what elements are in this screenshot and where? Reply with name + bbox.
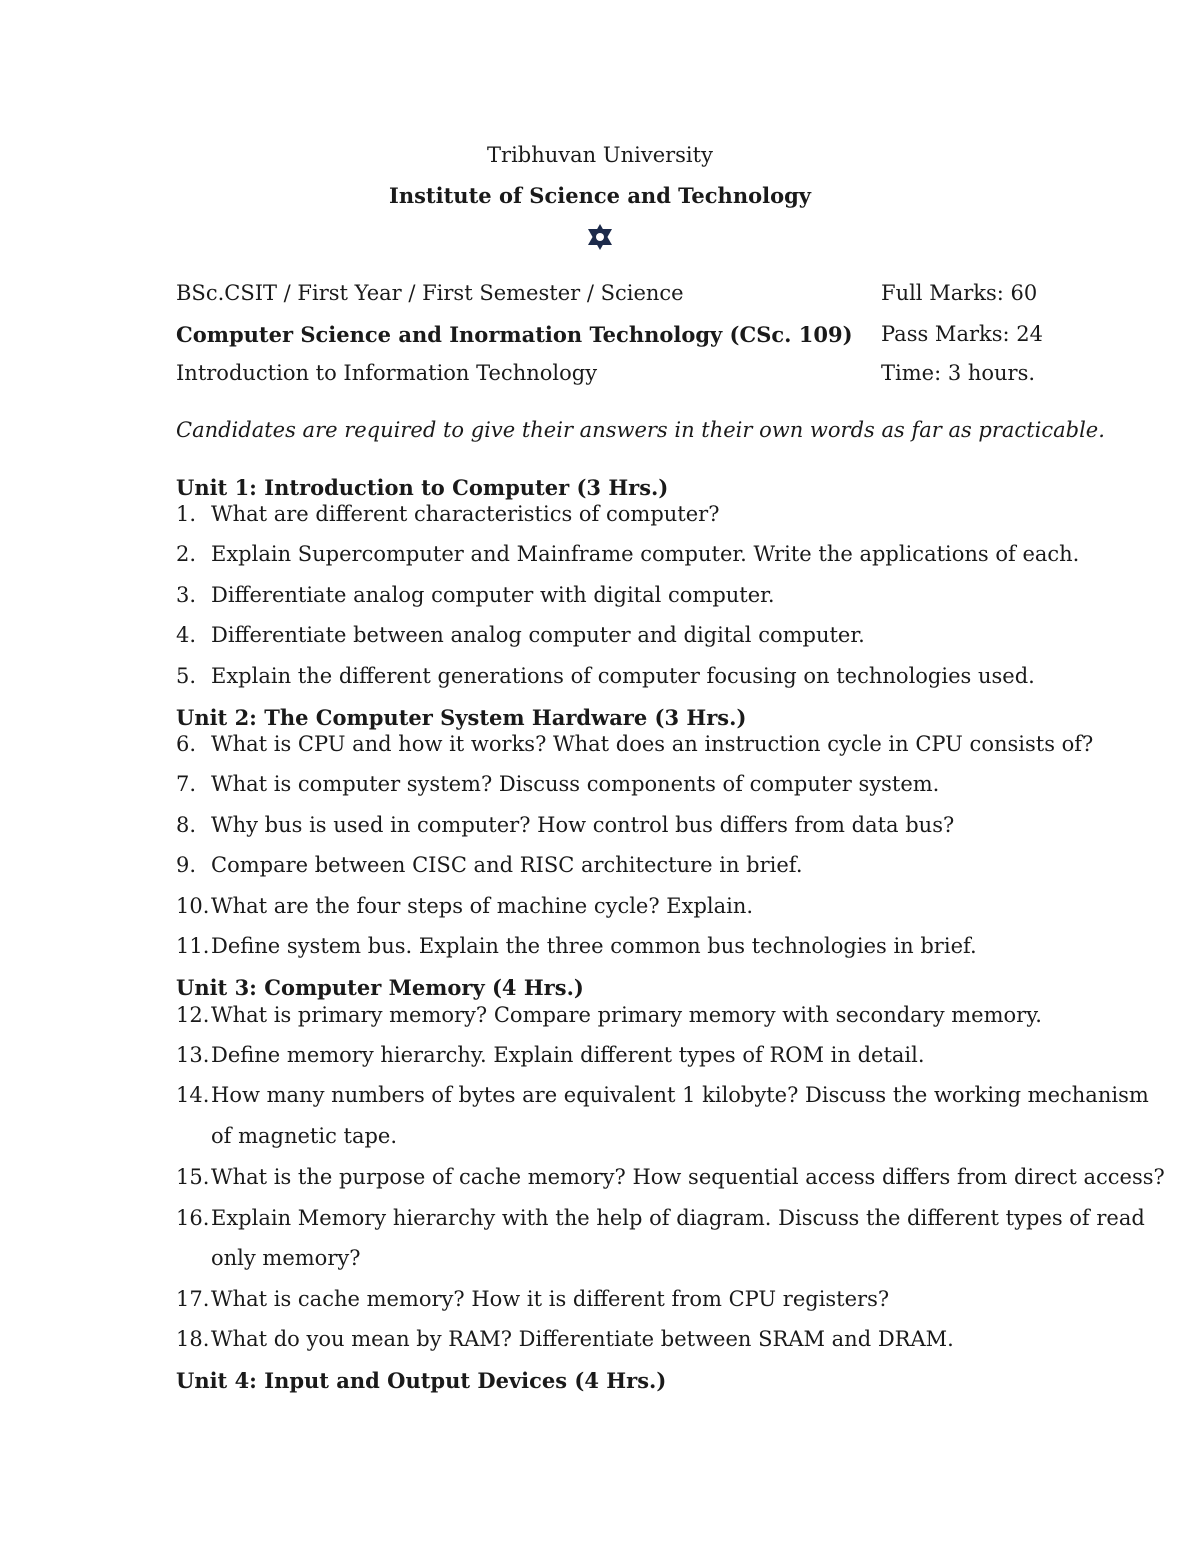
question-text: Explain Memory hierarchy with the help of diagram. Discuss the different types of read bbox=[211, 1206, 1145, 1230]
question-number: 6. bbox=[176, 732, 197, 756]
question-text-continued: of magnetic tape. bbox=[211, 1124, 398, 1148]
question-number: 1. bbox=[176, 502, 197, 526]
instruction-text: Candidates are required to give their answers in their own words as far as practicable. bbox=[176, 418, 1105, 442]
question-text: What is the purpose of cache memory? How sequential access differs from direct access? bbox=[211, 1165, 1165, 1189]
question-text: What is CPU and how it works? What does an instruction cycle in CPU consists of? bbox=[211, 732, 1094, 756]
question-text: What is cache memory? How it is different from CPU registers? bbox=[211, 1287, 890, 1311]
unit-heading: Unit 2: The Computer System Hardware (3 Hrs.) bbox=[176, 705, 747, 730]
emblem bbox=[0, 222, 1200, 256]
course-title: Computer Science and Inormation Technology (CSc. 109) bbox=[176, 322, 853, 347]
star-of-david-icon bbox=[585, 222, 615, 252]
question-text: What is primary memory? Compare primary memory with secondary memory. bbox=[211, 1003, 1042, 1027]
question-number: 8. bbox=[176, 813, 197, 837]
question-number: 17. bbox=[176, 1287, 210, 1311]
unit-heading: Unit 1: Introduction to Computer (3 Hrs.) bbox=[176, 475, 669, 500]
question-text: What is computer system? Discuss components of computer system. bbox=[211, 772, 940, 796]
question-number: 15. bbox=[176, 1165, 210, 1189]
question-text: What are the four steps of machine cycle? Explain. bbox=[211, 894, 754, 918]
question-number: 14. bbox=[176, 1083, 210, 1107]
question-number: 13. bbox=[176, 1043, 210, 1067]
unit-heading: Unit 3: Computer Memory (4 Hrs.) bbox=[176, 975, 584, 1000]
subject-name: Introduction to Information Technology bbox=[176, 361, 598, 385]
question-text: Explain Supercomputer and Mainframe computer. Write the applications of each. bbox=[211, 542, 1080, 566]
question-text: Explain the different generations of computer focusing on technologies used. bbox=[211, 664, 1035, 688]
university-name: Tribhuvan University bbox=[487, 143, 713, 167]
question-number: 4. bbox=[176, 623, 197, 647]
exam-time: Time: 3 hours. bbox=[881, 361, 1036, 385]
question-text: What are different characteristics of computer? bbox=[211, 502, 720, 526]
question-text: Compare between CISC and RISC architecture in brief. bbox=[211, 853, 803, 877]
question-number: 3. bbox=[176, 583, 197, 607]
question-text-continued: only memory? bbox=[211, 1246, 361, 1270]
pass-marks: Pass Marks: 24 bbox=[881, 322, 1043, 346]
question-number: 7. bbox=[176, 772, 197, 796]
question-text: What do you mean by RAM? Differentiate between SRAM and DRAM. bbox=[211, 1327, 954, 1351]
program-line: BSc.CSIT / First Year / First Semester / Science bbox=[176, 281, 684, 305]
question-text: Define memory hierarchy. Explain different types of ROM in detail. bbox=[211, 1043, 925, 1067]
question-number: 10. bbox=[176, 894, 210, 918]
question-number: 11. bbox=[176, 934, 210, 958]
question-number: 9. bbox=[176, 853, 197, 877]
question-number: 16. bbox=[176, 1206, 210, 1230]
question-text: Why bus is used in computer? How control bus differs from data bus? bbox=[211, 813, 955, 837]
institute-name: Institute of Science and Technology bbox=[389, 183, 811, 208]
question-text: Differentiate analog computer with digital computer. bbox=[211, 583, 775, 607]
question-number: 18. bbox=[176, 1327, 210, 1351]
question-text: Define system bus. Explain the three common bus technologies in brief. bbox=[211, 934, 977, 958]
question-text: Differentiate between analog computer and digital computer. bbox=[211, 623, 865, 647]
full-marks: Full Marks: 60 bbox=[881, 281, 1038, 305]
unit-heading: Unit 4: Input and Output Devices (4 Hrs.) bbox=[176, 1368, 667, 1393]
question-text: How many numbers of bytes are equivalent 1 kilobyte? Discuss the working mechanism bbox=[211, 1083, 1149, 1107]
question-number: 5. bbox=[176, 664, 197, 688]
question-number: 12. bbox=[176, 1003, 210, 1027]
question-number: 2. bbox=[176, 542, 197, 566]
